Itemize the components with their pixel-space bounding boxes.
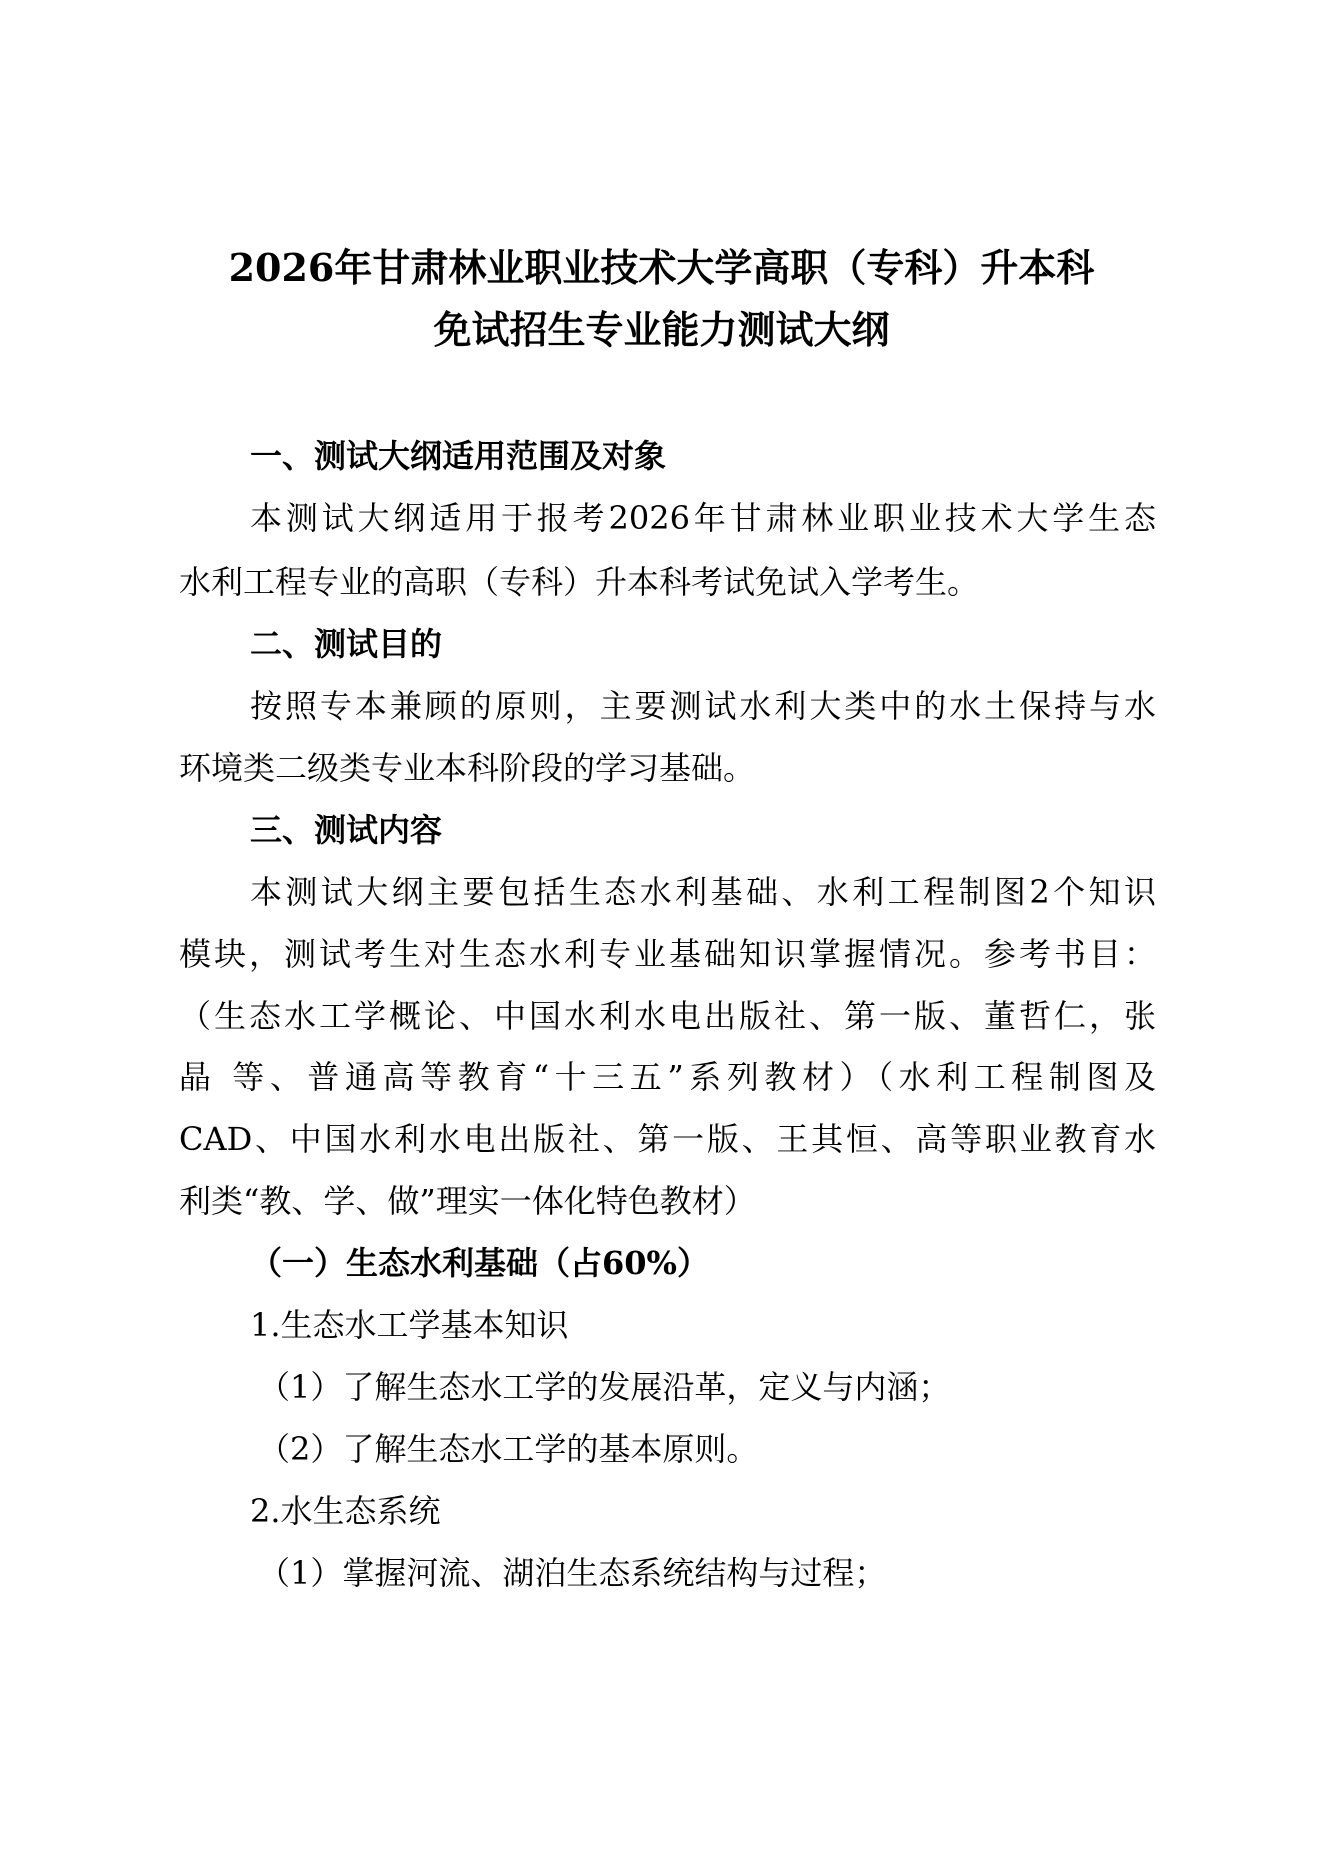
list-item: 2.水生态系统 xyxy=(250,1492,441,1530)
paragraph-line: 水利工程专业的高职（专科）升本科考试免试入学考生。 xyxy=(179,563,980,601)
list-item: （1）掌握河流、湖泊生态系统结构与过程； xyxy=(258,1554,887,1592)
paragraph-line: 本测试大纲主要包括生态水利基础、水利工程制图2个知识 xyxy=(250,873,1156,911)
paragraph-line: 晶 等、普通高等教育“十三五”系列教材）（水利工程制图及 xyxy=(179,1058,1156,1096)
section-2-heading: 二、测试目的 xyxy=(250,625,443,663)
list-item: （2）了解生态水工学的基本原则。 xyxy=(258,1430,759,1468)
paragraph-line: 本测试大纲适用于报考2026年甘肃林业职业技术大学生态 xyxy=(250,499,1156,537)
list-item: （1）了解生态水工学的发展沿革，定义与内涵； xyxy=(258,1368,951,1406)
paragraph-line: 利类“教、学、做”理实一体化特色教材） xyxy=(179,1182,756,1220)
title-line-2: 免试招生专业能力测试大纲 xyxy=(433,307,890,352)
paragraph-line: CAD、中国水利水电出版社、第一版、王其恒、高等职业教育水 xyxy=(179,1120,1156,1158)
list-item: 1.生态水工学基本知识 xyxy=(250,1306,569,1344)
paragraph-line: （生态水工学概论、中国水利水电出版社、第一版、董哲仁，张 xyxy=(179,997,1156,1035)
section-3-heading: 三、测试内容 xyxy=(250,811,443,849)
subsection-1-heading: （一）生态水利基础（占60%） xyxy=(250,1244,709,1282)
paragraph-line: 模块，测试考生对生态水利专业基础知识掌握情况。参考书目： xyxy=(179,935,1156,973)
section-1-heading: 一、测试大纲适用范围及对象 xyxy=(250,437,667,475)
paragraph-line: 环境类二级类专业本科阶段的学习基础。 xyxy=(179,749,756,787)
paragraph-line: 按照专本兼顾的原则，主要测试水利大类中的水土保持与水 xyxy=(250,687,1156,725)
title-line-1: 2026年甘肃林业职业技术大学高职（专科）升本科 xyxy=(228,245,1095,290)
